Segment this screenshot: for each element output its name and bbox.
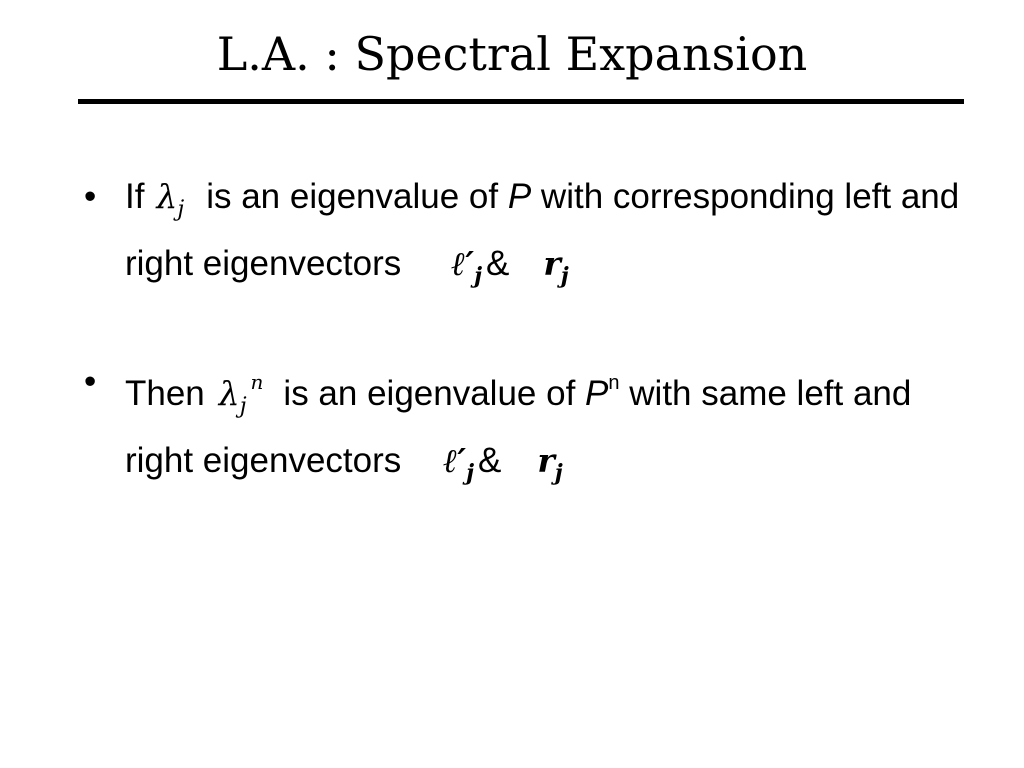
- bullet-text-mid: is an eigenvalue of: [206, 177, 499, 216]
- bullet-item-eigenvalue: [84, 170, 984, 303]
- prime-glyph: ′: [465, 244, 475, 283]
- bullet-text-mid: is an eigenvalue of: [283, 374, 576, 413]
- slide-title: L.A. : Spectral Expansion: [216, 27, 808, 81]
- lambda-j-n-symbol: [219, 355, 264, 434]
- bullet-lead: If: [125, 177, 145, 216]
- lambda-glyph: λ: [218, 374, 240, 413]
- right-eigenvector-symbol: [537, 434, 562, 500]
- r-glyph: r: [537, 441, 555, 480]
- ampersand: &: [486, 244, 510, 283]
- matrix-p: P: [585, 374, 609, 413]
- left-subscript: j: [466, 460, 475, 486]
- matrix-superscript: n: [608, 372, 620, 394]
- right-eigenvector-symbol: [543, 237, 568, 303]
- left-eigenvector-symbol: [443, 434, 474, 500]
- ell-glyph: ℓ: [451, 244, 466, 283]
- prime-glyph: ′: [457, 441, 467, 480]
- lambda-j-symbol: [156, 170, 184, 237]
- bullet-text-after: with same left and right eigenvectors: [125, 374, 912, 480]
- bullet-list: [84, 170, 984, 500]
- lambda-subscript: j: [177, 197, 185, 222]
- left-eigenvector-symbol: [451, 237, 482, 303]
- bullet-marker: •: [84, 177, 97, 216]
- ampersand: &: [478, 441, 502, 480]
- left-subscript: j: [474, 263, 483, 289]
- matrix-p: P: [507, 177, 532, 216]
- bullet-item-power: [84, 355, 984, 500]
- r-glyph: r: [543, 244, 561, 283]
- right-subscript: j: [554, 460, 563, 486]
- lambda-glyph: λ: [156, 177, 178, 216]
- ell-glyph: ℓ: [443, 441, 458, 480]
- right-subscript: j: [560, 263, 569, 289]
- title-underline: [78, 99, 964, 104]
- lambda-subscript: j: [239, 394, 247, 419]
- bullet-text-after: with corresponding left and right eigenvectors: [125, 177, 960, 283]
- lambda-superscript: n: [250, 370, 264, 394]
- bullet-lead: Then: [125, 374, 205, 413]
- bullet-marker: •: [84, 362, 97, 401]
